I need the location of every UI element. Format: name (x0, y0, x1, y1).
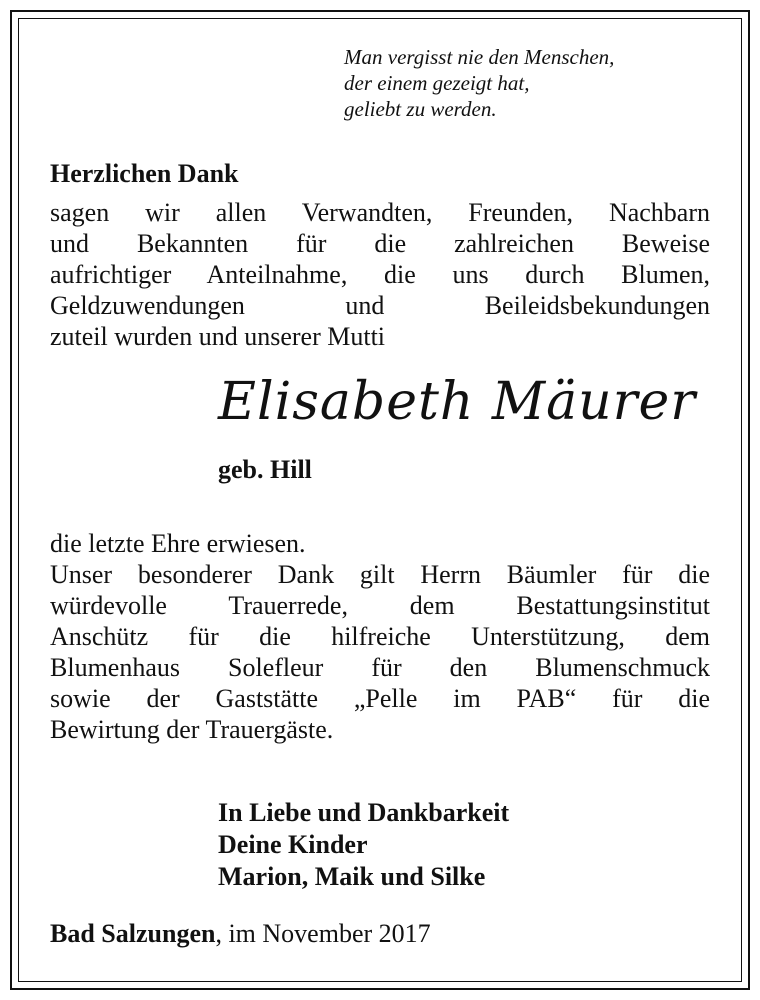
paragraph-line: Blumenhaus Solefleur für den Blumenschmuck (50, 653, 710, 682)
maiden-name: geb. Hill (218, 455, 312, 484)
paragraph-line: zuteil wurden und unserer Mutti (50, 322, 386, 351)
date-text: , im November 2017 (215, 919, 431, 948)
motto-quote (344, 44, 724, 122)
signoff-line: In Liebe und Dankbarkeit (218, 798, 510, 827)
place-name: Bad Salzungen (50, 919, 216, 948)
paragraph-line: Bewirtung der Trauergäste. (50, 715, 334, 744)
motto-line: Man vergisst nie den Menschen, (344, 45, 615, 69)
deceased-name: Elisabeth Mäurer (218, 372, 697, 432)
paragraph-line: Geldzuwendungen und Beileidsbekundungen (50, 291, 710, 320)
paragraph-line: aufrichtiger Anteilnahme, die uns durch Blumen, (50, 260, 710, 289)
signoff-line: Deine Kinder (218, 830, 368, 859)
signoff-line: Marion, Maik und Silke (218, 862, 486, 891)
place-date-line (50, 918, 431, 950)
motto-line: geliebt zu werden. (344, 97, 497, 121)
acknowledgement-paragraph (50, 528, 710, 745)
paragraph-line: und Bekannten für die zahlreichen Beweise (50, 229, 710, 258)
paragraph-line: die letzte Ehre erwiesen. (50, 529, 306, 558)
paragraph-line: sowie der Gaststätte „Pelle im PAB“ für die (50, 684, 710, 713)
family-signoff (218, 797, 509, 893)
thanks-heading: Herzlichen Dank (50, 159, 239, 188)
paragraph-line: würdevolle Trauerrede, dem Bestattungsinstitut (50, 591, 710, 620)
paragraph-line: Anschütz für die hilfreiche Unterstützung, dem (50, 622, 710, 651)
motto-line: der einem gezeigt hat, (344, 71, 530, 95)
paragraph-line: sagen wir allen Verwandten, Freunden, Nachbarn (50, 198, 710, 227)
paragraph-line: Unser besonderer Dank gilt Herrn Bäumler für die (50, 560, 710, 589)
thanks-paragraph (50, 197, 710, 352)
